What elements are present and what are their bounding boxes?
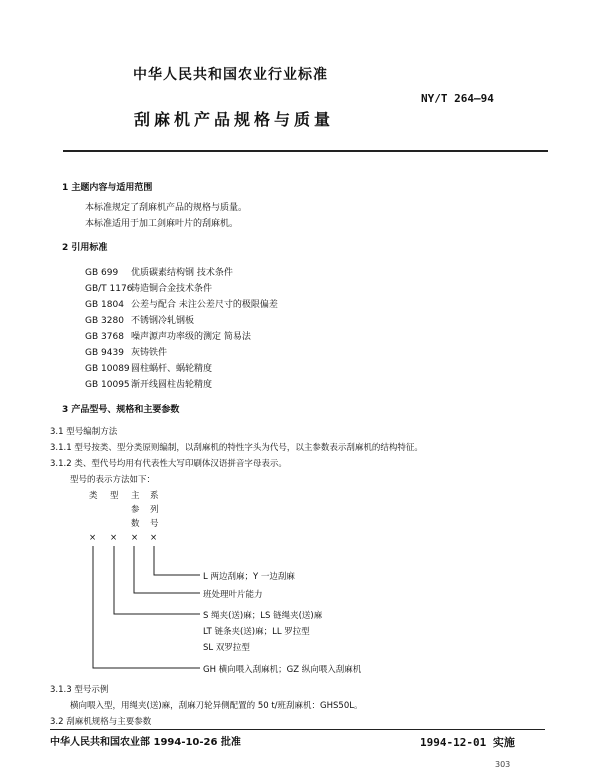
callout-type-line-2: LT 链条夹(送)麻；LL 罗拉型 [203, 627, 310, 637]
leader-line-type [114, 546, 200, 614]
reference-code: GB/T 1176 [85, 284, 133, 294]
clause-3-1-3-example: 横向喂入型，用绳夹(送)麻，刮麻刀轮异侧配置的 50 t/班刮麻机：GHS50L。 [70, 701, 363, 711]
diagram-col-label-series: 系 [150, 491, 159, 501]
clause-3-1: 3.1 型号编制方法 [50, 427, 118, 437]
reference-code: GB 9439 [85, 348, 124, 358]
reference-code: GB 699 [85, 268, 119, 278]
diagram-mark: × [110, 533, 118, 543]
document-title: 刮麻机产品规格与质量 [134, 110, 335, 129]
callout-class: GH 横向喂入刮麻机；GZ 纵向喂入刮麻机 [203, 665, 362, 675]
section-1-para-2: 本标准适用于加工剑麻叶片的刮麻机。 [85, 219, 239, 229]
clause-3-1-1: 3.1.1 型号按类、型分类原则编制，以刮麻机的特性字头为代号，以主参数表示刮麻机的结构特征。 [50, 443, 423, 453]
reference-title: 噪声源声功率级的测定 简易法 [131, 332, 251, 342]
diagram-col-label-class: 类 [89, 491, 98, 501]
diagram-col-label-main: 主 [131, 491, 140, 501]
implementation-date: 1994-12-01 实施 [420, 736, 515, 749]
diagram-col-label-type: 型 [110, 491, 119, 501]
clause-3-1-3: 3.1.3 型号示例 [50, 685, 109, 695]
diagram-col-label-param: 参 [131, 505, 140, 515]
diagram-mark: × [89, 533, 97, 543]
diagram-mark: × [131, 533, 139, 543]
standard-type: 中华人民共和国农业行业标准 [133, 67, 328, 83]
leader-line-main-param [134, 546, 200, 593]
callout-main-param: 班处理叶片能力 [203, 590, 263, 600]
callout-type-line-1: S 绳夹(送)麻；LS 链绳夹(送)麻 [203, 611, 323, 621]
page-number: 303 [495, 760, 511, 769]
section-1-heading: 1 主题内容与适用范围 [62, 183, 153, 193]
reference-code: GB 10089 [85, 364, 130, 374]
section-1-para-1: 本标准规定了刮麻机产品的规格与质量。 [85, 203, 248, 213]
leader-line-series [154, 546, 200, 575]
callout-series: L 两边刮麻；Y 一边刮麻 [203, 572, 295, 582]
reference-code: GB 1804 [85, 300, 124, 310]
reference-title: 圆柱蜗杆、蜗轮精度 [131, 364, 213, 374]
reference-code: GB 3280 [85, 316, 124, 326]
reference-title: 灰铸铁件 [131, 348, 168, 358]
approval-line: 中华人民共和国农业部 1994-10-26 批准 [50, 737, 241, 748]
reference-code: GB 3768 [85, 332, 124, 342]
clause-3-1-2-intro: 型号的表示方法如下： [70, 475, 156, 485]
clause-3-1-2: 3.1.2 类、型代号均用有代表性大写印刷体汉语拼音字母表示。 [50, 459, 287, 469]
reference-title: 铸造铜合金技术条件 [131, 284, 213, 294]
diagram-col-label-serial: 号 [150, 519, 159, 529]
diagram-mark: × [150, 533, 158, 543]
standard-code: NY/T 264—94 [421, 92, 494, 105]
diagram-col-label-number: 数 [131, 519, 140, 529]
diagram-col-label-column: 列 [150, 505, 159, 515]
footer-divider [50, 729, 545, 730]
section-3-heading: 3 产品型号、规格和主要参数 [62, 405, 180, 415]
callout-type-line-3: SL 双罗拉型 [203, 643, 250, 653]
section-2-heading: 2 引用标准 [62, 243, 108, 253]
reference-title: 渐开线圆柱齿轮精度 [131, 380, 213, 390]
reference-title: 优质碳素结构钢 技术条件 [131, 268, 233, 278]
reference-code: GB 10095 [85, 380, 130, 390]
clause-3-2: 3.2 刮麻机规格与主要参数 [50, 717, 152, 727]
reference-title: 公差与配合 未注公差尺寸的极限偏差 [131, 300, 278, 310]
reference-title: 不锈钢冷轧钢板 [131, 316, 195, 326]
leader-line-class [93, 546, 200, 668]
